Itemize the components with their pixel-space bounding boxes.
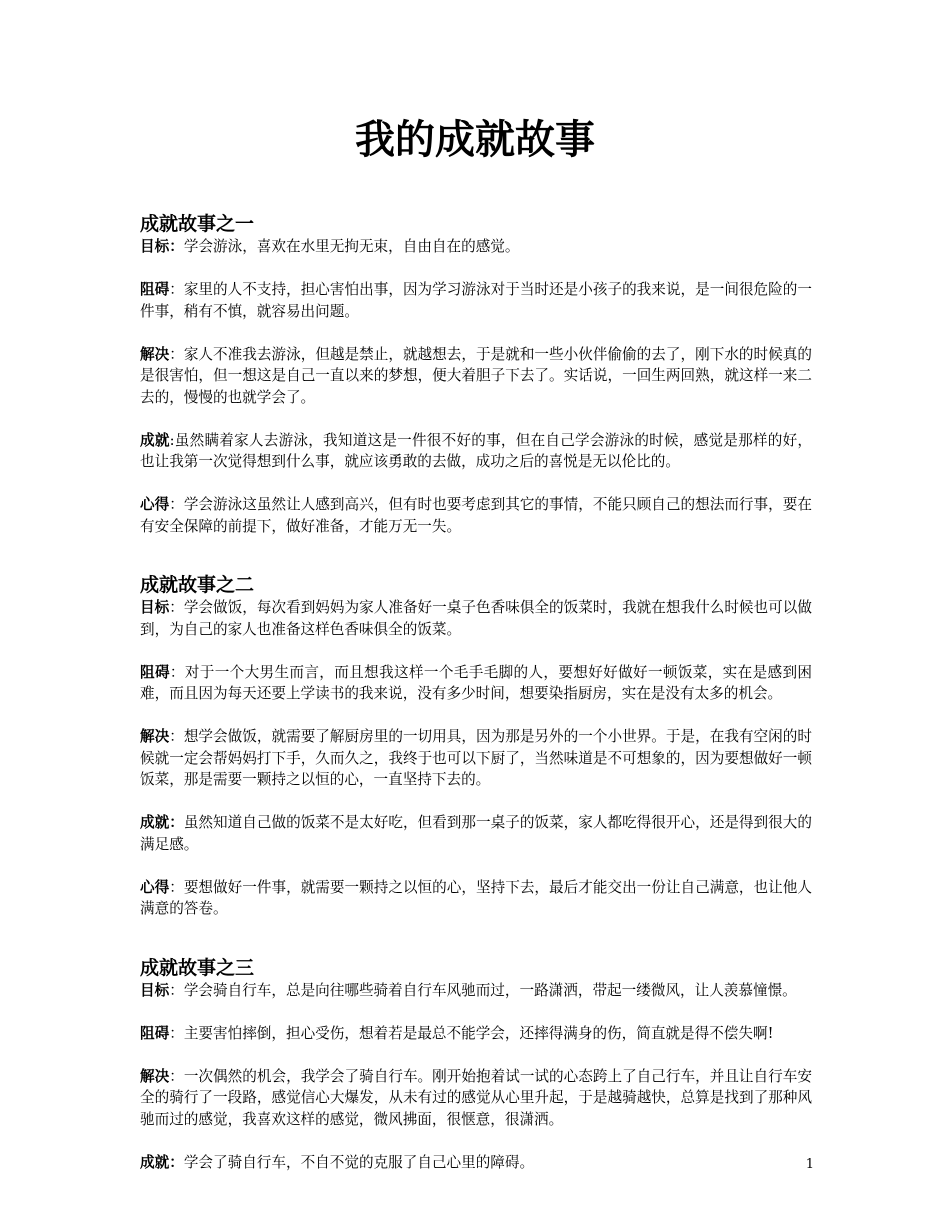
story-section-2 [140, 573, 812, 920]
entry-text: 想学会做饭，就需要了解厨房里的一切用具，因为那是另外的一个小世界。于是，在我有空闲的时候就一定会帮妈妈打下手，久而久之，我终于也可以下厨了，当然味道是不可想象的，因为要想做好一顿饭菜，那是需要一颗持之以恒的心，一直坚持下去的。 [140, 728, 812, 788]
entry-separator: ： [169, 599, 184, 616]
entry-separator: ： [169, 238, 184, 255]
entry-text: 学会骑自行车，总是向往哪些骑着自行车风驰而过，一路潇洒，带起一缕微风，让人羡慕憧憬。 [183, 981, 797, 999]
entry-separator: ： [169, 728, 184, 745]
story-solution [140, 344, 812, 409]
entry-text: 主要害怕摔倒，担心受伤，想着若是最总不能学会，还摔得满身的伤，简直就是得不偿失啊! [183, 1024, 774, 1042]
entry-separator: ： [169, 345, 184, 363]
entry-text: 虽然瞒着家人去游泳，我知道这是一件很不好的事，但在自己学会游泳的时候，感觉是那样的好，也让我第一次觉得想到什么事，就应该勇敢的去做，成功之后的喜悦是无以伦比的。 [140, 431, 812, 470]
entry-text: 对于一个大男生而言，而且想我这样一个毛手毛脚的人，要想好好做好一顿饭菜，实在是感到困难，而且因为每天还要上学读书的我来说，没有多少时间，想要染指厨房，实在是没有太多的机会。 [140, 663, 812, 702]
entry-separator: : [169, 431, 175, 449]
entry-label: 目标 [140, 599, 170, 616]
story-achievement [140, 1152, 812, 1174]
entry-label: 目标 [140, 238, 170, 255]
story-obstacle [140, 662, 812, 705]
story-goal [140, 236, 812, 258]
entry-label: 阻碍 [140, 663, 170, 681]
story-heading: 成就故事之一 [140, 213, 255, 235]
story-achievement [140, 430, 812, 473]
entry-separator: ： [169, 281, 184, 298]
entry-separator: ： [169, 981, 184, 999]
document-title: 我的成就故事 [355, 116, 595, 163]
page-number: 1 [805, 1157, 814, 1172]
entry-label: 心得 [140, 878, 170, 896]
entry-text: 学会游泳，喜欢在水里无拘无束，自由自在的感觉。 [183, 238, 520, 255]
entry-label: 心得 [140, 496, 170, 513]
story-heading: 成就故事之二 [140, 574, 255, 596]
story-section-1 [140, 212, 812, 537]
entry-label: 解决 [140, 345, 170, 363]
entry-label: 阻碍 [140, 281, 170, 298]
story-obstacle [140, 279, 812, 322]
entry-text: 一次偶然的机会，我学会了骑自行车。刚开始抱着试一试的心态跨上了自己行车，并且让自行车安全的骑行了一段路，感觉信心大爆发，从未有过的感觉从心里升起，于是越骑越快，总算是找到了那种风驰而过的感觉，我喜欢这样的感觉，微风拂面，很惬意，很潇洒。 [140, 1067, 812, 1128]
story-goal [140, 980, 812, 1002]
story-reflection [140, 494, 812, 537]
entry-separator: ： [169, 663, 185, 681]
entry-label: 成就 [140, 814, 170, 831]
entry-separator: ： [169, 1067, 184, 1085]
entry-text: 学会游泳这虽然让人感到高兴，但有时也要考虑到其它的事情，不能只顾自己的想法而行事，要在有安全保障的前提下，做好准备，才能万无一失。 [140, 496, 812, 535]
story-solution [140, 1066, 812, 1131]
document-body [140, 212, 812, 1209]
entry-text: 要想做好一件事，就需要一颗持之以恒的心，坚持下去，最后才能交出一份让自己满意，也让他人满意的答卷。 [140, 878, 812, 917]
story-achievement [140, 812, 812, 855]
entry-separator: ： [169, 814, 184, 831]
entry-separator: ： [169, 1024, 184, 1042]
entry-label: 成就 [140, 431, 170, 449]
story-reflection [140, 877, 812, 920]
story-solution [140, 726, 812, 791]
entry-label: 阻碍 [140, 1024, 170, 1042]
story-section-3 [140, 956, 812, 1174]
entry-label: 目标 [140, 981, 170, 999]
entry-label: 解决 [140, 1067, 170, 1085]
entry-text: 家里的人不支持，担心害怕出事，因为学习游泳对于当时还是小孩子的我来说，是一间很危险的一件事，稍有不慎，就容易出问题。 [140, 281, 812, 320]
entry-text: 虽然知道自己做的饭菜不是太好吃，但看到那一桌子的饭菜，家人都吃得很开心，还是得到很大的满足感。 [140, 814, 812, 853]
entry-label: 解决 [140, 728, 170, 745]
entry-separator: ： [169, 878, 184, 896]
entry-label: 成就 [140, 1153, 170, 1171]
entry-text: 家人不准我去游泳，但越是禁止，就越想去，于是就和一些小伙伴偷偷的去了，刚下水的时候真的是很害怕，但一想这是自己一直以来的梦想，便大着胆子下去了。实话说，一回生两回熟，就这样一来二去的，慢慢的也就学会了。 [140, 345, 812, 406]
entry-separator: ： [169, 1153, 184, 1171]
entry-text: 学会了骑自行车，不自不觉的克服了自己心里的障碍。 [183, 1153, 535, 1171]
story-obstacle [140, 1023, 812, 1045]
story-heading: 成就故事之三 [140, 956, 255, 979]
entry-separator: ： [169, 496, 184, 513]
entry-text: 学会做饭，每次看到妈妈为家人准备好一桌子色香味俱全的饭菜时，我就在想我什么时候也可以做到，为自己的家人也准备这样色香味俱全的饭菜。 [140, 599, 812, 638]
story-goal [140, 597, 812, 640]
